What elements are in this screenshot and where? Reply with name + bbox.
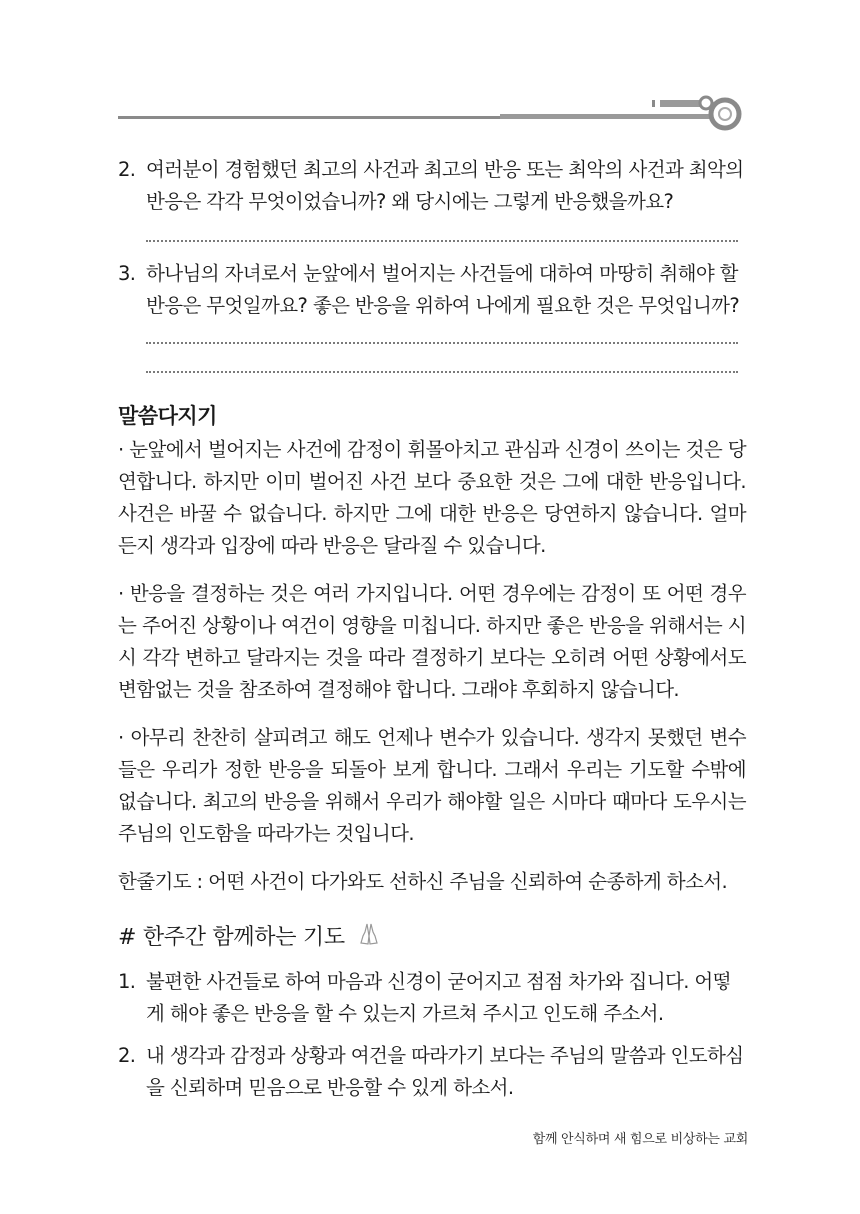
prayer-number: 1. [118,970,136,993]
section-title: 말씀다지기 [118,404,217,428]
prayer-number: 2. [118,1044,136,1067]
prayer-item [118,1040,748,1104]
body-paragraph: · 아무리 찬찬히 살피려고 해도 언제나 변수가 있습니다. 생각지 못했던 변수들은 우리가 정한 반응을 되돌아 보게 합니다. 그래서 우리는 기도할 수밖에 없습니다. 최고의 반응을 위해서 우리가 해야할 일은 시마다 때마다 도우시는 주님의 인도함을 따라가는 것입니다. [118,726,746,845]
answer-line [146,371,738,373]
prayer-text: 불편한 사건들로 하여 마음과 신경이 굳어지고 점점 차가와 집니다. 어떻게 해야 좋은 반응을 할 수 있는지 가르쳐 주시고 인도해 주소서. [146,970,731,1025]
question-item [118,154,748,218]
prayer-item [118,966,748,1030]
prayer-text: 내 생각과 감정과 상황과 여건을 따라가기 보다는 주님의 말씀과 인도하심을 신뢰하며 믿음으로 반응할 수 있게 하소서. [146,1044,744,1099]
body-paragraph: · 눈앞에서 벌어지는 사건에 감정이 휘몰아치고 관심과 신경이 쓰이는 것은 당연합니다. 하지만 이미 벌어진 사건 보다 중요한 것은 그에 대한 반응입니다. 사건은 바꿀 수 없습니다. 하지만 그에 대한 반응은 당연하지 않습니다. 얼마든지 생각과 입장에 따라 반응은 달라질 수 있습니다. [118,438,746,557]
question-text: 여러분이 경험했던 최고의 사건과 최고의 반응 또는 최악의 사건과 최악의 반응은 각각 무엇이었습니까? 왜 당시에는 그렇게 반응했을까요? [146,158,744,213]
answer-line [146,240,738,242]
prayer-heading [118,920,380,952]
praying-hands-icon [358,922,380,952]
question-item [118,258,748,322]
page-footer: 함께 안식하며 새 힘으로 비상하는 교회 [532,1132,748,1147]
answer-line [146,342,738,344]
prayer-heading-text: # 한주간 함께하는 기도 [118,925,345,950]
body-paragraph: · 반응을 결정하는 것은 여러 가지입니다. 어떤 경우에는 감정이 또 어떤 경우는 주어진 상황이나 여건이 영향을 미칩니다. 하지만 좋은 반응을 위해서는 시시 각각 변하고 달라지는 것을 따라 결정하기 보다는 오히려 어떤 상황에서도 변함없는 것을 참조하여 결정해야 합니다. 그래야 후회하지 않습니다. [118,582,746,701]
question-number: 2. [118,158,136,181]
one-line-prayer: 한줄기도 : 어떤 사건이 다가와도 선하신 주님을 신뢰하여 순종하게 하소서. [118,870,728,893]
ring-bar-decoration-icon [648,90,744,136]
question-text: 하나님의 자녀로서 눈앞에서 벌어지는 사건들에 대하여 마땅히 취해야 할 반응은 무엇일까요? 좋은 반응을 위하여 나에게 필요한 것은 무엇입니까? [146,262,740,317]
question-number: 3. [118,262,136,285]
